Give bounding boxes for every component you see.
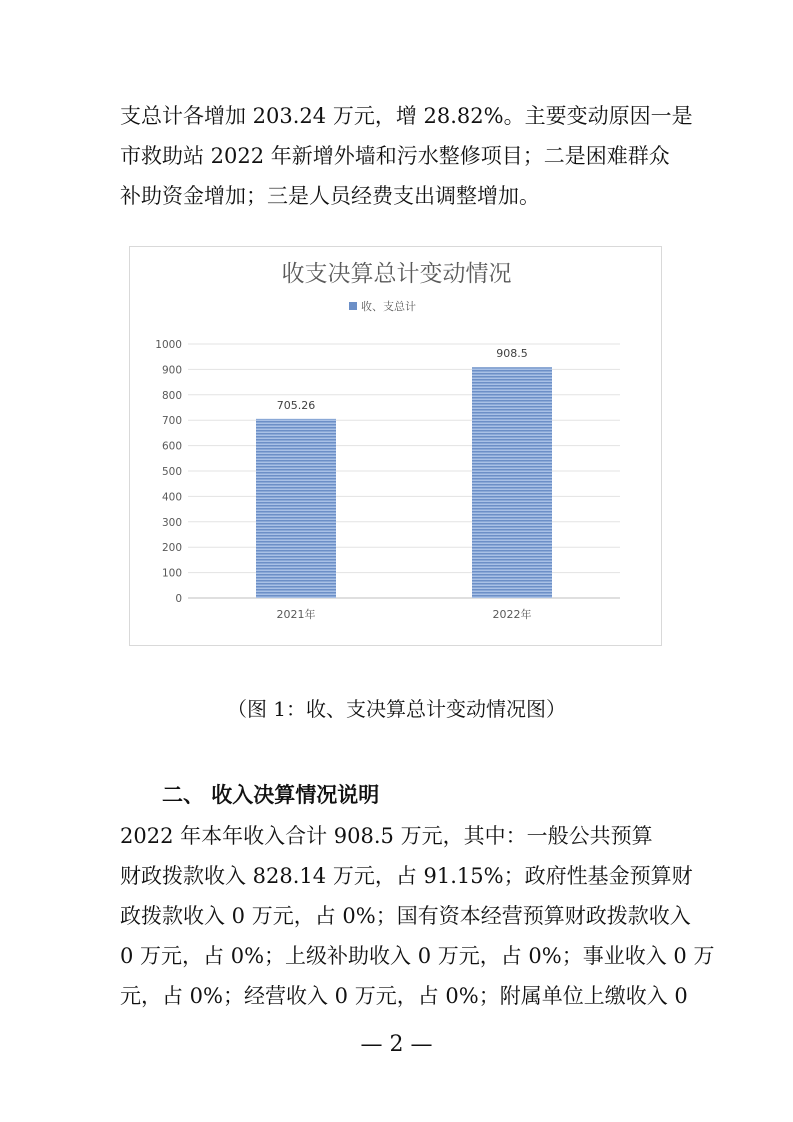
paragraph-line: 0 万元，占 0%；上级补助收入 0 万元，占 0%；事业收入 0 万 — [120, 944, 715, 968]
paragraph-line: 市救助站 2022 年新增外墙和污水整修项目；二是困难群众 — [120, 144, 670, 168]
y-tick-label: 100 — [161, 567, 182, 580]
section-heading: 二、 收入决算情况说明 — [162, 783, 380, 807]
bar-chart-total-change — [129, 246, 662, 646]
legend-label: 收、支总计 — [361, 300, 416, 313]
paragraph-line: 补助资金增加；三是人员经费支出调整增加。 — [120, 184, 540, 208]
bar-data-label: 908.5 — [496, 347, 528, 361]
y-tick-label: 900 — [161, 364, 182, 377]
figure-caption: （图 1：收、支决算总计变动情况图） — [226, 697, 567, 721]
y-tick-label: 400 — [161, 491, 182, 504]
y-tick-label: 0 — [175, 593, 182, 605]
legend-swatch — [349, 302, 357, 310]
paragraph-line: 2022 年本年收入合计 908.5 万元，其中：一般公共预算 — [120, 824, 653, 848]
x-tick-label: 2021年 — [276, 608, 316, 621]
bar-data-label: 705.26 — [276, 398, 316, 412]
bar — [256, 419, 336, 598]
page-number: — 2 — — [360, 1032, 433, 1057]
paragraph-line: 政拨款收入 0 万元，占 0%；国有资本经营预算财政拨款收入 — [120, 904, 691, 928]
body-paragraph-income — [120, 816, 715, 1016]
paragraph-line: 元，占 0%；经营收入 0 万元，占 0%；附属单位上缴收入 0 — [120, 984, 688, 1008]
x-tick-label: 2022年 — [492, 608, 532, 621]
chart-title: 收支决算总计变动情况 — [281, 261, 512, 287]
paragraph-line: 支总计各增加 203.24 万元，增 28.82%。主要变动原因一是 — [120, 104, 693, 128]
y-tick-label: 700 — [161, 415, 182, 428]
bar-chart-canvas — [130, 247, 663, 647]
body-paragraph-expense-change — [120, 96, 693, 216]
bar — [472, 367, 552, 598]
paragraph-line: 财政拨款收入 828.14 万元，占 91.15%；政府性基金预算财 — [120, 864, 693, 888]
y-tick-label: 300 — [161, 516, 182, 529]
y-tick-label: 600 — [161, 440, 182, 453]
y-tick-label: 800 — [161, 389, 182, 402]
y-tick-label: 200 — [161, 542, 182, 555]
y-tick-label: 500 — [161, 466, 182, 478]
y-tick-label: 1000 — [155, 339, 182, 351]
